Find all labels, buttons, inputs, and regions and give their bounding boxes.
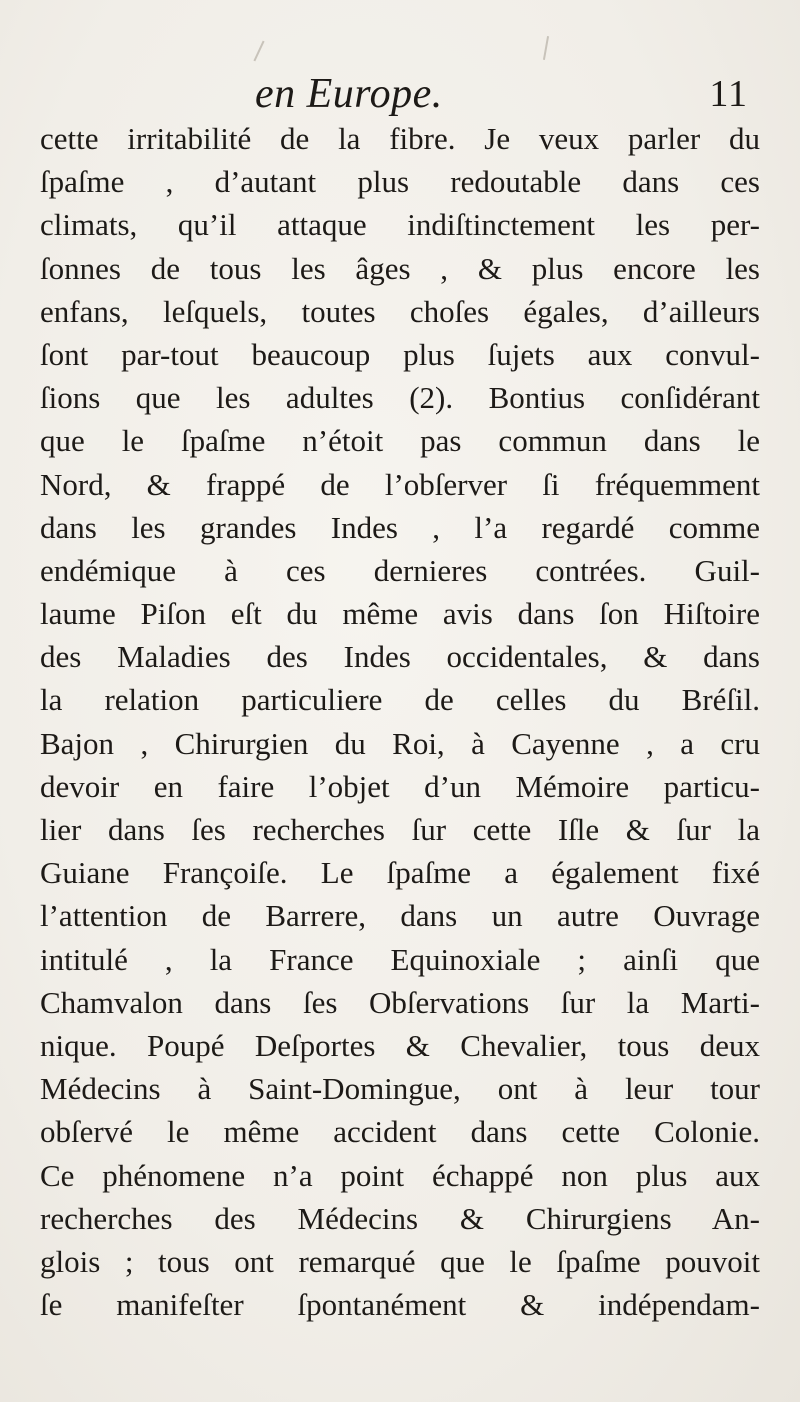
- text-line: laume Piſon eſt du même avis dans ſon Hiſtoire: [40, 596, 760, 632]
- text-line: enfans, leſquels, toutes choſes égales, d’ailleurs: [40, 293, 760, 329]
- text-line: l’attention de Barrere, dans un autre Ouvrage: [40, 898, 760, 934]
- paper-speck: [253, 41, 264, 62]
- running-title: en Europe.: [255, 71, 443, 117]
- text-line: Guiane Françoiſe. Le ſpaſme a également fixé: [40, 855, 760, 891]
- text-line: nique. Poupé Deſportes & Chevalier, tous deux: [40, 1027, 760, 1063]
- text-line: ſpaſme , d’autant plus redoutable dans ces: [40, 164, 760, 200]
- text-line: devoir en faire l’objet d’un Mémoire particu-: [40, 768, 760, 804]
- text-line: cette irritabilité de la fibre. Je veux parler du: [40, 121, 760, 156]
- text-line: climats, qu’il attaque indiſtinctement les per-: [40, 207, 760, 243]
- text-line: que le ſpaſme n’étoit pas commun dans le: [40, 423, 760, 459]
- text-line: intitulé , la France Equinoxiale ; ainſi que: [40, 941, 760, 977]
- text-line: lier dans ſes recherches ſur cette Iſle & ſur la: [40, 812, 760, 847]
- text-line: Médecins à Saint-Domingue, ont à leur tour: [40, 1071, 760, 1107]
- text-line: Nord, & frappé de l’obſerver ſi fréquemment: [40, 466, 760, 502]
- text-line: ſions que les adultes (2). Bontius conſidérant: [40, 380, 760, 416]
- text-line: endémique à ces dernieres contrées. Guil-: [40, 552, 760, 588]
- text-line: Ce phénomene n’a point échappé non plus aux: [40, 1157, 760, 1193]
- page-number: 11: [709, 73, 748, 115]
- text-line: la relation particuliere de celles du Bréſil.: [40, 682, 760, 718]
- text-line: recherches des Médecins & Chirurgiens An-: [40, 1200, 760, 1236]
- text-line: ſe manifeſter ſpontanément & indépendam-: [40, 1287, 760, 1323]
- text-line: Bajon , Chirurgien du Roi, à Cayenne , a cru: [40, 725, 760, 761]
- text-line: obſervé le même accident dans cette Colonie.: [40, 1114, 760, 1150]
- text-line: des Maladies des Indes occidentales, & dans: [40, 639, 760, 675]
- text-line: ſont par-tout beaucoup plus ſujets aux convul-: [40, 336, 760, 372]
- text-line: Chamvalon dans ſes Obſervations ſur la Marti-: [40, 984, 760, 1020]
- paper-speck: [543, 36, 549, 60]
- text-line: ſonnes de tous les âges , & plus encore les: [40, 250, 760, 286]
- text-line: dans les grandes Indes , l’a regardé comme: [40, 509, 760, 545]
- page-header: [40, 70, 760, 120]
- body-text: [40, 117, 760, 1326]
- text-line: glois ; tous ont remarqué que le ſpaſme pouvoit: [40, 1243, 760, 1279]
